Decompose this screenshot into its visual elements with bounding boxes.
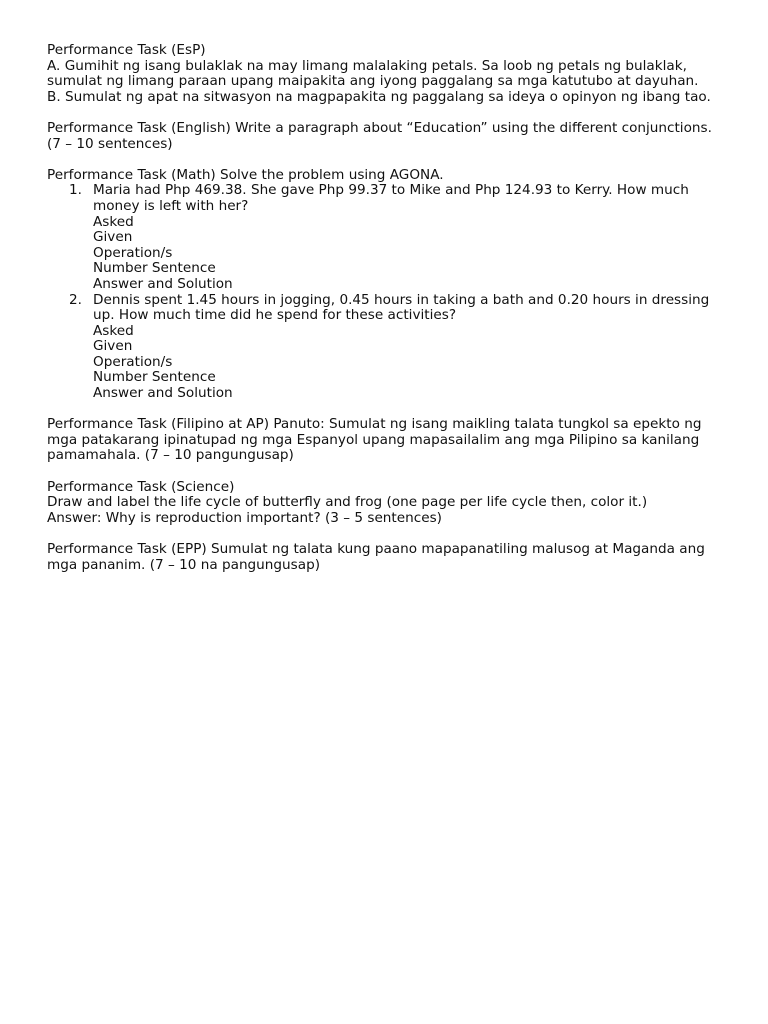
step-given: Given [93,229,133,246]
science-task [47,480,727,527]
problem-text: Dennis spent 1.45 hours in jogging, 0.45 hours in taking a bath and 0.20 hours in dressing up. How much time did he spend for these activities? [93,291,710,324]
step-operation: Operation/s [93,353,173,370]
epp-instruction: Performance Task (EPP) Sumulat ng talata kung paano mapapanatiling malusog at Maganda ang mga pananim. (7 – 10 na pangungusap) [47,541,705,573]
esp-task [47,43,727,105]
document-body [47,43,727,589]
problem-number: 1. [69,182,82,199]
esp-heading: Performance Task (EsP) [47,42,206,58]
step-answer-solution: Answer and Solution [93,275,233,292]
step-answer-solution: Answer and Solution [93,385,233,402]
step-asked: Asked [93,213,134,230]
esp-instruction-b: B. Sumulat ng apat na sitwasyon na magpapakita ng paggalang sa ideya o opinyon ng ibang tao. [47,88,711,105]
step-number-sentence: Number Sentence [93,369,216,386]
step-operation: Operation/s [93,244,173,261]
filipino-ap-task [47,417,727,464]
science-instruction-draw: Draw and label the life cycle of butterfly and frog (one page per life cycle then, color it.) [47,494,648,511]
science-heading: Performance Task (Science) [47,478,235,495]
english-instruction: Performance Task (English) Write a paragraph about “Education” using the different conjunctions. (7 – 10 sentences) [47,119,712,152]
esp-instruction-a: A. Gumihit ng isang bulaklak na may limang malalaking petals. Sa loob ng petals ng bulaklak, sumulat ng limang paraan upang maipakita ang iyong paggalang sa mga katutubo at dayuhan. [47,57,699,90]
filipino-ap-instruction: Performance Task (Filipino at AP) Panuto: Sumulat ng isang maikling talata tungkol sa epekto ng mga patakarang ipinatupad ng mga Espanyol upang mapasailalim ang mga Pilipino sa kanilang pamamahala. (7 – 10 pangungusap) [47,416,702,464]
epp-task [47,542,727,573]
math-problem-1 [47,183,727,292]
problem-text: Maria had Php 469.38. She gave Php 99.37 to Mike and Php 124.93 to Kerry. How much money is left with her? [93,182,689,214]
math-problem-2 [47,293,727,402]
science-instruction-answer: Answer: Why is reproduction important? (3 – 5 sentences) [47,509,442,526]
math-problem-list [47,183,727,401]
problem-number: 2. [69,291,82,308]
math-heading: Performance Task (Math) Solve the problem using AGONA. [47,166,444,183]
math-task [47,168,727,402]
step-given: Given [93,338,133,355]
english-task [47,121,727,152]
step-number-sentence: Number Sentence [93,260,216,277]
step-asked: Asked [93,322,134,339]
